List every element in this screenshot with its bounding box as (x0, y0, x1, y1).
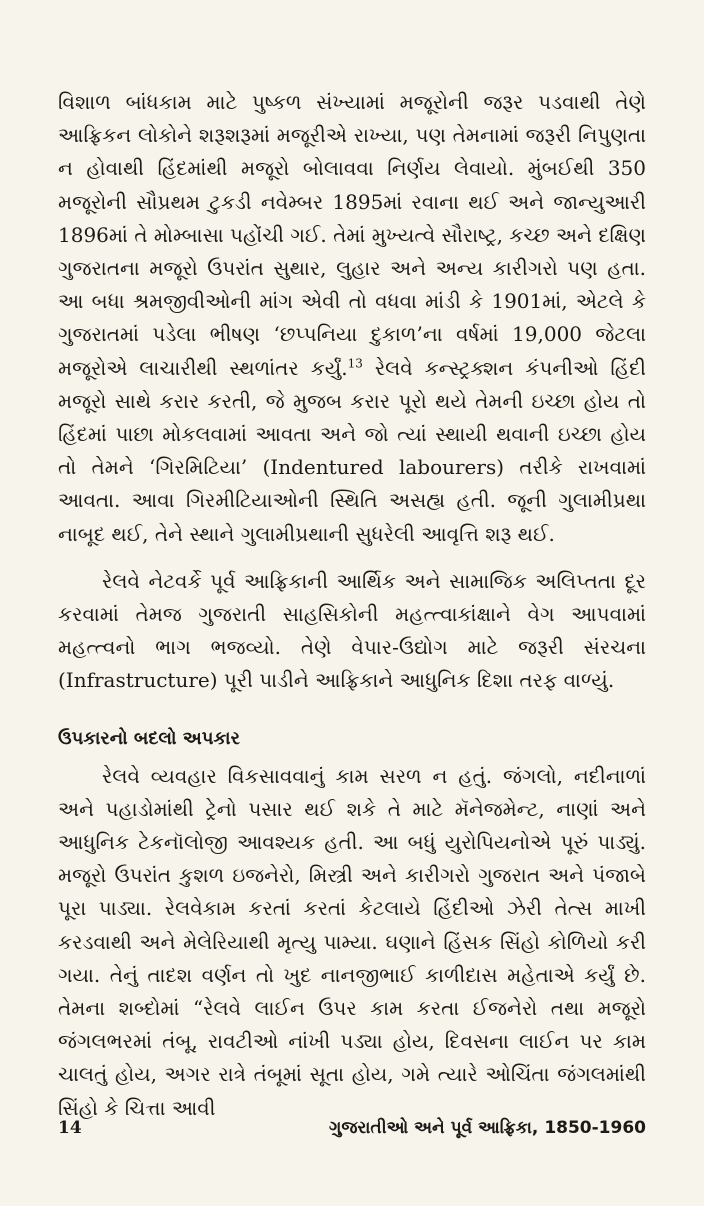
section-heading: ઉપકારનો બદલો અપકાર (58, 727, 240, 749)
running-title: ગુજરાતીઓ અને પૂર્વ આફ્રિકા, 1850-1960 (328, 1118, 646, 1138)
paragraph-1-continued: રેલવે કન્સ્ટ્રક્શન કંપનીઓ હિંદી મજૂરો સાથે કરાર કરતી, જે મુજબ કરાર પૂરો થયે તેમની ઇચ્છા હોય તો હિંદમાં પાછા મોકલવામાં આવતા અને જો ત્યાં સ્થાયી થવાની ઇચ્છા હોય તો તેમને ‘ગિરમિટિયા’ (Indentured labourers) તરીકે રાખવામાં આવતા. આવા ગિરમીટિયાઓની સ્થિતિ અસહ્ય હતી. જૂની ગુલામીપ્રથા નાબૂદ થઈ, તેને સ્થાને ગુલામીપ્રથાની સુધરેલી આવૃત્તિ શરૂ થઈ. (58, 355, 646, 546)
paragraph-1-text: વિશાળ બાંધકામ માટે પુષ્કળ સંખ્યામાં મજૂરોની જરૂર પડવાથી તેણે આફ્રિકન લોકોને શરૂશરૂમાં મજૂરીએ રાખ્યા, પણ તેમનામાં જરૂરી નિપુણતા ન હોવાથી હિંદમાંથી મજૂરો બોલાવવા નિર્ણય લેવાયો. મુંબઈથી 350 મજૂરોની સૌપ્રથમ ટુકડી નવેમ્બર 1895માં રવાના થઈ અને જાન્યુઆરી 1896માં તે મોમ્બાસા પહોંચી ગઈ. તેમાં મુખ્યત્વે સૌરાષ્ટ્ર, કચ્છ અને દક્ષિણ ગુજરાતના મજૂરો ઉપરાંત સુથાર, લુહાર અને અન્ય કારીગરો પણ હતા. આ બધા શ્રમજીવીઓની માંગ એવી તો વધવા માંડી કે 1901માં, એટલે કે ગુજરાતમાં પડેલા ભીષણ ‘છપ્પનિયા દુકાળ’ના વર્ષમાં 19,000 જેટલા મજૂરોએ લાચારીથી સ્થળાંતર કર્યું. (58, 90, 646, 380)
page-number: 14 (58, 1118, 82, 1138)
paragraph-2: રેલવે નેટવર્કે પૂર્વ આફ્રિકાની આર્થિક અને સામાજિક અલિપ્તતા દૂર કરવામાં તેમજ ગુજરાતી સાહસિકોની મહત્ત્વાકાંક્ષાને વેગ આપવામાં મહત્ત્વનો ભાગ ભજવ્યો. તેણે વેપાર-ઉદ્યોગ માટે જરૂરી સંરચના (Infrastructure) પૂરી પાડીને આફ્રિકાને આધુનિક દિશા તરફ વાળ્યું. (58, 568, 646, 693)
section-paragraph: રેલવે વ્યવહાર વિકસાવવાનું કામ સરળ ન હતું. જંગલો, નદીનાળાં અને પહાડોમાંથી ટ્રેનો પસાર થઈ શકે તે માટે મૅનેજમેન્ટ, નાણાં અને આધુનિક ટેકનૉલોજી આવશ્યક હતી. આ બધું યુરોપિયનોએ પૂરું પાડ્યું. મજૂરો ઉપરાંત કુશળ ઇજનેરો, મિસ્ત્રી અને કારીગરો ગુજરાત અને પંજાબે પૂરા પાડ્યા. રેલવેકામ કરતાં કરતાં કેટલાયે હિંદીઓ ઝેરી તેત્સ માખી કરડવાથી અને મેલેરિયાથી મૃત્યુ પામ્યા. ઘણાને હિંસક સિંહો કોળિયો કરી ગયા. તેનું તાદશ વર્ણન તો ખુદ નાનજીભાઈ કાળીદાસ મહેતાએ કર્યું છે. તેમના શબ્દોમાં “રેલવે લાઈન ઉપર કામ કરતા ઈજનેરો તથા મજૂરો જંગલભરમાં તંબૂ, રાવટીઓ નાંખી પડ્યા હોય, દિવસના લાઈન પર કામ ચાલતું હોય, અગર રાત્રે તંબૂમાં સૂતા હોય, ગમે ત્યારે ઓચિંતા જંગલમાંથી સિંહો કે ચિત્તા આવી (58, 763, 646, 1120)
paragraph-1 (58, 86, 646, 551)
page-body (58, 86, 646, 1125)
page-footer (58, 1118, 646, 1138)
footnote-marker: 13 (347, 355, 363, 370)
